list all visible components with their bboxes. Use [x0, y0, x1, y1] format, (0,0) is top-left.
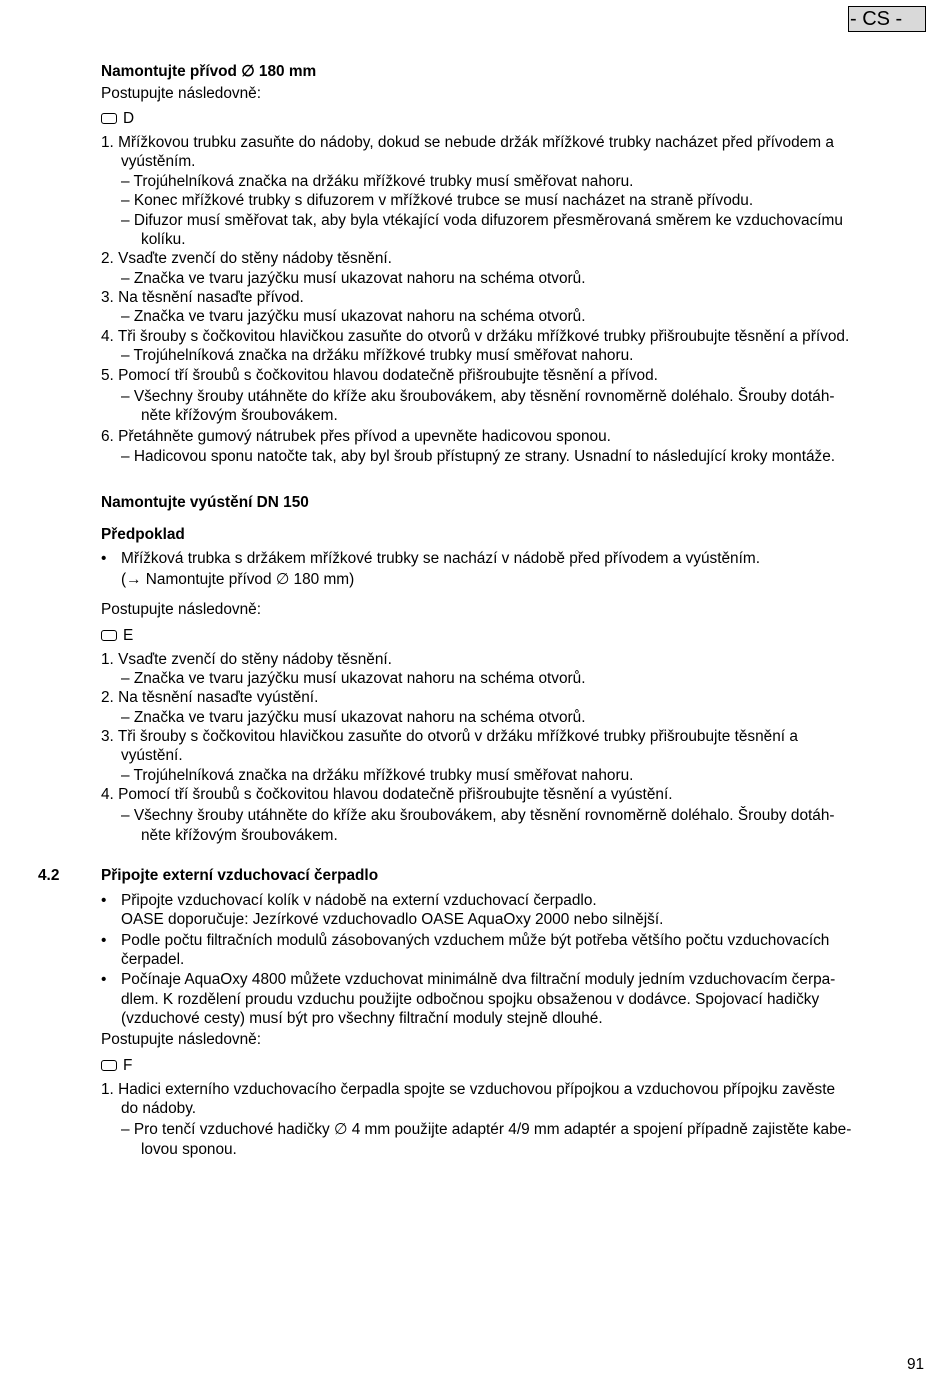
- bullet-text: Počínaje AquaOxy 4800 můžete vzduchovat minimálně dva filtrační moduly jedním vzduchovacím čerpa-: [121, 971, 836, 988]
- bullet-text: OASE doporučuje: Jezírkové vzduchovadlo OASE AquaOxy 2000 nebo silnější.: [121, 911, 664, 928]
- procedure-intro: Postupujte následovně:: [101, 601, 262, 618]
- figure-icon: [101, 113, 117, 124]
- substep-text: – Trojúhelníková značka na držáku mřížkové trubky musí směřovat nahoru.: [121, 173, 634, 190]
- step-text: vyústěním.: [121, 153, 196, 170]
- bullet: •: [101, 932, 107, 949]
- substep-text: – Značka ve tvaru jazýčku musí ukazovat nahoru na schéma otvorů.: [121, 270, 586, 287]
- step-text: vyústění.: [121, 747, 183, 764]
- bullet-text: Podle počtu filtračních modulů zásobovaných vzduchem může být potřeba většího počtu vzduchovacích: [121, 932, 830, 949]
- substep-text: – Značka ve tvaru jazýčku musí ukazovat nahoru na schéma otvorů.: [121, 709, 586, 726]
- step-text: 3. Na těsnění nasaďte přívod.: [101, 289, 304, 306]
- substep-text: lovou sponou.: [141, 1141, 237, 1158]
- substep-text: – Trojúhelníková značka na držáku mřížkové trubky musí směřovat nahoru.: [121, 767, 634, 784]
- substep-text: – Konec mřížkové trubky s difuzorem v mřížkové trubce se musí nacházet na straně přívodu.: [121, 192, 754, 209]
- step-text: do nádoby.: [121, 1100, 197, 1117]
- section-heading-inlet: Namontujte přívod ∅ 180 mm: [101, 63, 317, 80]
- prerequisite-heading: Předpoklad: [101, 526, 185, 543]
- substep-text: – Trojúhelníková značka na držáku mřížkové trubky musí směřovat nahoru.: [121, 347, 634, 364]
- bullet-text: (vzduchové cesty) musí být pro všechny filtrační moduly stejně dlouhé.: [121, 1010, 603, 1027]
- substep-text: – Všechny šrouby utáhněte do kříže aku šroubovákem, aby těsnění rovnoměrně doléhalo. Šrouby dotáh-: [121, 807, 835, 824]
- step-text: 6. Přetáhněte gumový nátrubek přes přívod a upevněte hadicovou sponou.: [101, 428, 611, 445]
- step-text: 2. Vsaďte zvenčí do stěny nádoby těsnění.: [101, 250, 392, 267]
- step-text: 1. Mřížkovou trubku zasuňte do nádoby, dokud se nebude držák mřížkové trubky nacházet před přívodem a: [101, 134, 834, 151]
- substep-text: – Všechny šrouby utáhněte do kříže aku šroubovákem, aby těsnění rovnoměrně doléhalo. Šrouby dotáh-: [121, 388, 835, 405]
- section-number: 4.2: [38, 867, 60, 884]
- bullet-text: čerpadel.: [121, 951, 185, 968]
- step-text: 4. Pomocí tří šroubů s čočkovitou hlavou dodatečně přišroubujte těsnění a vyústění.: [101, 786, 673, 803]
- substep-text: kolíku.: [141, 231, 186, 248]
- step-text: 5. Pomocí tří šroubů s čočkovitou hlavou dodatečně přišroubujte těsnění a přívod.: [101, 367, 658, 384]
- language-tag: - CS -: [848, 6, 926, 32]
- substep-text: – Značka ve tvaru jazýčku musí ukazovat nahoru na schéma otvorů.: [121, 308, 586, 325]
- figure-reference: [101, 109, 134, 128]
- page-number: 91: [907, 1356, 925, 1373]
- substep-text: – Hadicovou sponu natočte tak, aby byl šroub přístupný ze strany. Usnadní to následující kroky montáže.: [121, 448, 836, 465]
- figure-label: D: [123, 110, 135, 127]
- figure-reference: [101, 626, 133, 645]
- section-heading-outlet: Namontujte vyústění DN 150: [101, 494, 309, 511]
- bullet-text: dlem. K rozdělení proudu vzduchu použijte odbočnou spojku obsaženou v dodávce. Spojovací hadičky: [121, 991, 820, 1008]
- substep-text: něte křížovým šroubovákem.: [141, 407, 338, 424]
- bullet: •: [101, 892, 107, 909]
- figure-icon: [101, 1060, 117, 1071]
- section-heading-air-pump: Připojte externí vzduchovací čerpadlo: [101, 867, 379, 884]
- substep-text: – Pro tenčí vzduchové hadičky ∅ 4 mm použijte adaptér 4/9 mm adaptér a spojení případně zajistěte kabe-: [121, 1121, 852, 1138]
- substep-text: – Značka ve tvaru jazýčku musí ukazovat nahoru na schéma otvorů.: [121, 670, 586, 687]
- figure-label: F: [123, 1057, 133, 1074]
- bullet: •: [101, 971, 107, 988]
- substep-text: – Difuzor musí směřovat tak, aby byla vtékající voda difuzorem přesměrovaná směrem ke vzduchovacímu: [121, 212, 843, 229]
- prerequisite-reference: (→ Namontujte přívod ∅ 180 mm): [121, 571, 355, 588]
- step-text: 1. Vsaďte zvenčí do stěny nádoby těsnění.: [101, 651, 392, 668]
- substep-text: něte křížovým šroubovákem.: [141, 827, 338, 844]
- bullet-text: Připojte vzduchovací kolík v nádobě na externí vzduchovací čerpadlo.: [121, 892, 597, 909]
- figure-reference: [101, 1056, 132, 1075]
- figure-label: E: [123, 627, 134, 644]
- procedure-intro: Postupujte následovně:: [101, 1031, 262, 1048]
- step-text: 3. Tři šrouby s čočkovitou hlavičkou zasuňte do otvorů v držáku mřížkové trubky přišroubujte těsnění a: [101, 728, 798, 745]
- figure-icon: [101, 630, 117, 641]
- prerequisite-text: Mřížková trubka s držákem mřížkové trubky se nachází v nádobě před přívodem a vyústěním.: [121, 550, 760, 567]
- step-text: 1. Hadici externího vzduchovacího čerpadla spojte se vzduchovou přípojkou a vzduchovou přípojku zavěste: [101, 1081, 836, 1098]
- step-text: 2. Na těsnění nasaďte vyústění.: [101, 689, 319, 706]
- bullet: •: [101, 550, 107, 567]
- procedure-intro: Postupujte následovně:: [101, 85, 262, 102]
- step-text: 4. Tři šrouby s čočkovitou hlavičkou zasuňte do otvorů v držáku mřížkové trubky přišroubujte těsnění a přívod.: [101, 328, 850, 345]
